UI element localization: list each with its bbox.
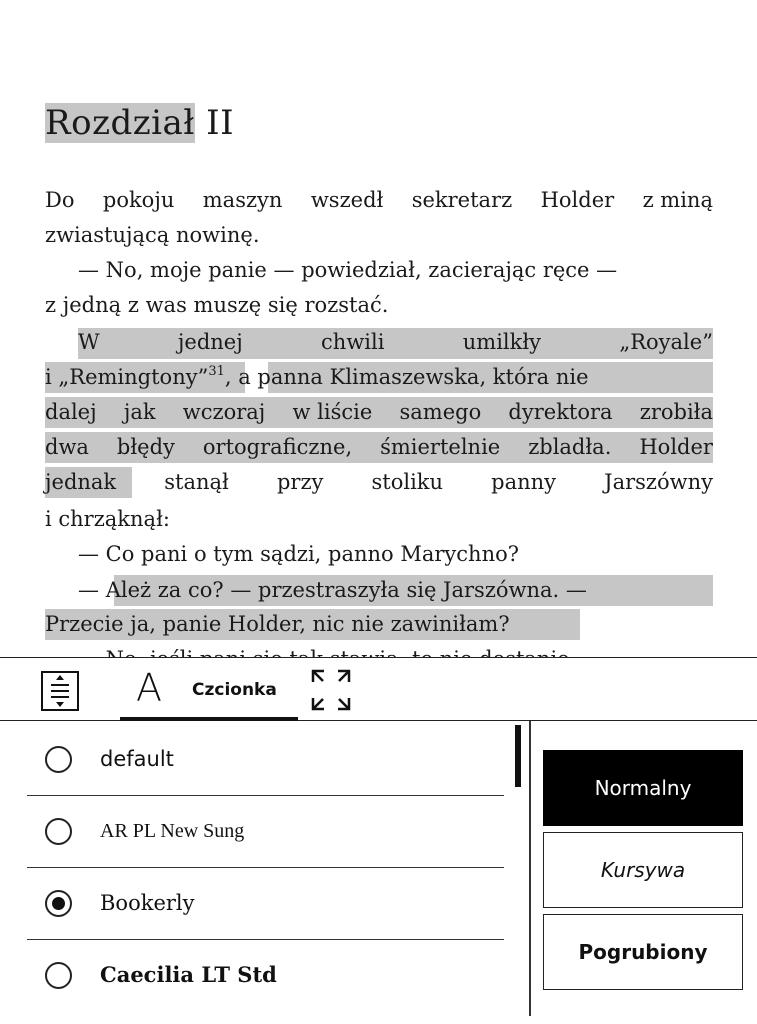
font-icon[interactable]: A	[136, 666, 162, 710]
font-option-bookerly[interactable]	[27, 868, 504, 940]
radio-button[interactable]	[45, 818, 72, 845]
font-list	[0, 721, 528, 1024]
style-normal-button[interactable]: Normalny	[543, 750, 743, 826]
font-name: Caecilia LT Std	[100, 962, 277, 987]
text-line: — Co pani o tym sądzi, panno Marychno?	[78, 542, 519, 566]
font-name: Bookerly	[100, 891, 195, 915]
line-spacing-icon[interactable]	[41, 671, 79, 711]
text-line: dwa błędy ortograficzne, śmiertelnie zbladła. Holder	[45, 435, 713, 459]
radio-button[interactable]	[45, 746, 72, 773]
reader-settings-toolbar	[0, 657, 757, 721]
chapter-title-word: Rozdział	[45, 103, 195, 143]
font-list-scrollbar[interactable]	[515, 725, 521, 787]
style-italic-button[interactable]: Kursywa	[543, 832, 743, 908]
radio-button-selected[interactable]	[45, 890, 72, 917]
text-line: z jedną z was muszę się rozstać.	[45, 293, 389, 317]
footnote-link[interactable]: 31	[208, 364, 225, 379]
font-option-default[interactable]	[27, 724, 504, 796]
text-line: zwiastującą nowinę.	[45, 223, 260, 247]
text-line: — No, moje panie — powiedział, zacierając ręce —	[78, 258, 618, 282]
tab-font[interactable]: Czcionka	[192, 680, 277, 700]
font-option-caecilia[interactable]	[27, 940, 504, 1012]
panel-divider	[529, 721, 531, 1016]
font-name: default	[100, 747, 174, 771]
text-line: Do pokoju maszyn wszedł sekretarz Holder z miną	[45, 188, 713, 212]
radio-button[interactable]	[45, 962, 72, 989]
text-line: W jednej chwili umilkły „Royale”	[78, 330, 713, 354]
chapter-number: II	[206, 103, 235, 143]
text-line: jednak stanął przy stoliku panny Jarszówny	[45, 470, 713, 494]
text-line: i „Remingtony”$^{31}$, a panna Klimaszewska, która nie	[45, 364, 589, 389]
style-bold-button[interactable]: Pogrubiony	[543, 914, 743, 990]
text-line: — Ależ za co? — przestraszyła się Jarszówna. —	[78, 578, 587, 602]
chapter-title	[45, 100, 234, 146]
text-line: i chrząknął:	[45, 507, 170, 531]
text-line: dalej jak wczoraj w liście samego dyrektora zrobiła	[45, 400, 713, 424]
text-line: Przecie ja, panie Holder, nic nie zawiniłam?	[45, 612, 510, 636]
margins-expand-icon[interactable]	[310, 668, 352, 712]
font-option-ar-pl-new-sung[interactable]	[27, 796, 504, 868]
spacing-arrows-icon	[43, 673, 77, 709]
font-name: AR PL New Sung	[100, 820, 245, 842]
